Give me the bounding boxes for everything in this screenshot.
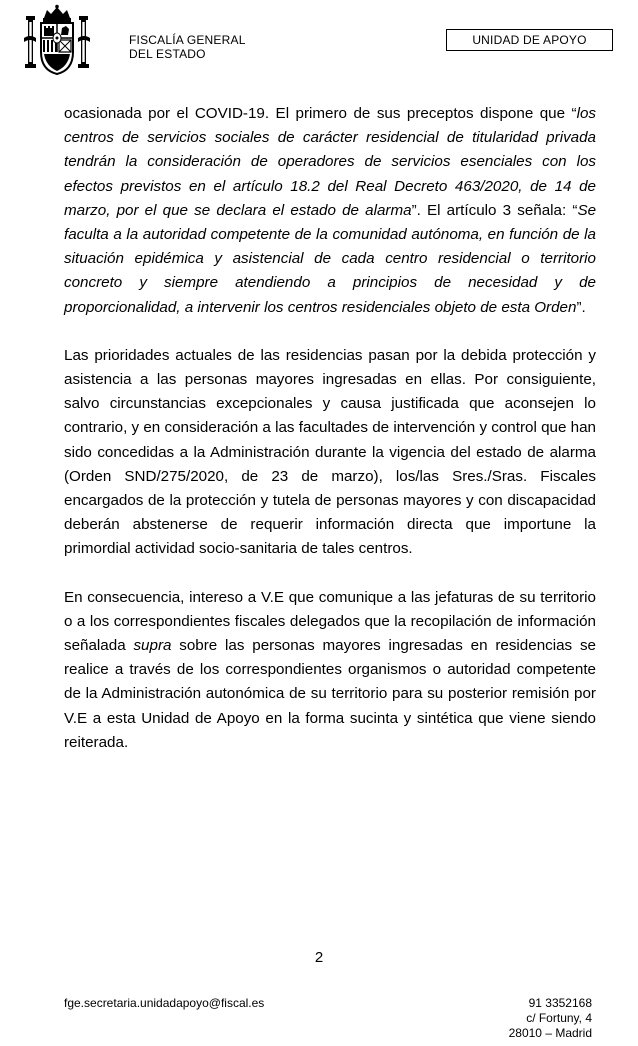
paragraph-3 [64,586,596,755]
footer-street: c/ Fortuny, 4 [526,1011,592,1025]
unit-label-box: UNIDAD DE APOYO [446,29,613,51]
footer-address [509,996,592,1041]
page-number: 2 [314,949,324,966]
italic-text-run: supra [133,637,172,655]
paragraph-2 [64,344,596,562]
italic-text-run: los centros de servicios sociales de carácter residencial de titularidad privada tendrán la consideración de operadores de servicios esenciales con los efectos previstos en el artículo 18.2 del Real Decreto 463/2020, de 14 de marzo, por el que se declara el estado de alarma [64,105,596,219]
footer-email: fge.secretaria.unidadapoyo@fiscal.es [64,996,265,1010]
text-run: En consecuencia, intereso a V.E que comunique a las jefaturas de su territorio o a los correspondientes fiscales delegados que la recopilación de información señalada [64,588,596,655]
paragraph-1 [64,102,596,320]
organization-name-line2: DEL ESTADO [129,47,206,61]
text-run: ”. [576,298,586,316]
footer-phone: 91 3352168 [528,996,592,1010]
coat-of-arms-icon [22,4,92,76]
organization-name-line1: FISCALÍA GENERAL [129,33,246,47]
text-run: sobre las personas mayores ingresadas en residencias se realice a través de los correspondientes organismos o autoridad competente de la Administración autonómica de su territorio para su posterior remisión por V.E a esta Unidad de Apoyo en la forma sucinta y sintética que viene siendo reiterada. [64,637,596,751]
document-body [64,102,596,779]
organization-name [129,33,246,61]
text-run: Las prioridades actuales de las residencias pasan por la debida protección y asistencia a las personas mayores ingresadas en ellas. Por consiguiente, salvo circunstancias excepcionales y causa justificada que aconsejen lo contrario, y en consideración a las facultades de intervención y control que han sido concedidas a la Administración durante la vigencia del estado de alarma (Orden SND/275/2020, de 23 de marzo), los/las Sres./Sras. Fiscales encargados de la protección y tutela de personas mayores y con discapacidad deberán abstenerse de requerir información directa que importune la primordial actividad socio-sanitaria de tales centros. [64,346,596,558]
text-run: ”. El artículo 3 señala: “ [411,201,578,219]
page-header [0,0,638,80]
italic-text-run: Se faculta a la autoridad competente de la comunidad autónoma, en función de la situación epidémica y asistencial de cada centro residencial o territorio concreto y siempre atendiendo a principios de necesidad y de proporcionalidad, a intervenir los centros residenciales objeto de esta Orden [64,201,597,316]
footer-city: 28010 – Madrid [508,1026,592,1040]
text-run: ocasionada por el COVID-19. El primero de sus preceptos dispone que “ [64,105,577,122]
